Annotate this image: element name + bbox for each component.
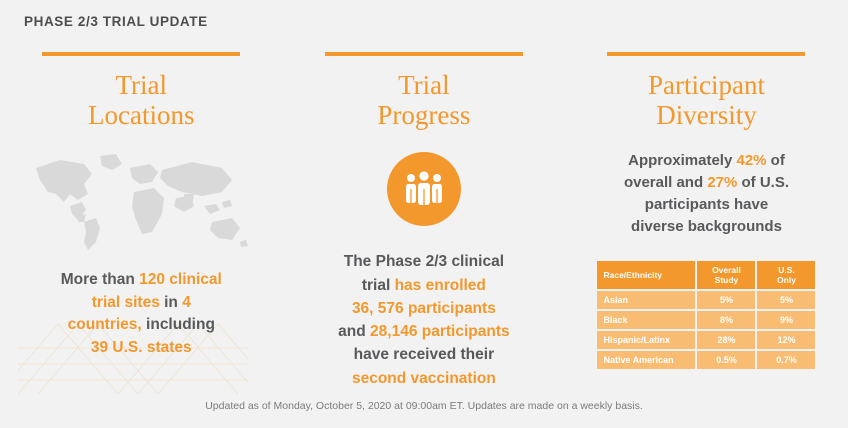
accent-rule bbox=[42, 52, 240, 56]
table-cell-race: Black bbox=[597, 311, 695, 329]
locations-text-b: 120 clinical bbox=[139, 271, 222, 289]
table-cell-us: 9% bbox=[757, 311, 815, 329]
table-header-us-line1: U.S. bbox=[778, 265, 795, 276]
diversity-text-h: diverse backgrounds bbox=[631, 217, 782, 235]
table-row bbox=[597, 331, 815, 349]
progress-text-c: has enrolled bbox=[394, 276, 486, 294]
columns-container bbox=[0, 52, 848, 390]
world-map-svg bbox=[26, 150, 256, 255]
progress-text-d: 36, 576 participants bbox=[351, 299, 496, 317]
table-cell-race: Asian bbox=[597, 291, 695, 309]
progress-text-h: second vaccination bbox=[351, 369, 496, 387]
progress-text-f: 28,146 participants bbox=[370, 323, 510, 341]
table-header-us-line2: Only bbox=[777, 275, 796, 286]
diversity-text-c: of bbox=[766, 152, 785, 170]
column-title-progress bbox=[377, 70, 470, 130]
diversity-text-f: of U.S. bbox=[737, 174, 790, 192]
table-row bbox=[597, 351, 815, 369]
table-cell-overall: 8% bbox=[697, 311, 755, 329]
column-title-progress-line1: Trial bbox=[398, 70, 450, 100]
column-participant-diversity bbox=[565, 52, 848, 390]
table-header-row bbox=[597, 261, 815, 289]
participants-group-icon bbox=[387, 152, 461, 226]
diversity-table bbox=[595, 259, 817, 371]
column-title-progress-line2: Progress bbox=[377, 100, 471, 131]
column-title-diversity-line1: Participant bbox=[648, 70, 765, 100]
column-title-locations-line1: Trial bbox=[115, 70, 168, 100]
locations-text-g: including bbox=[141, 316, 215, 334]
diversity-text-a: Approximately bbox=[628, 152, 737, 170]
world-map-icon bbox=[26, 150, 256, 255]
column-title-locations bbox=[88, 70, 194, 130]
progress-text-b: trial bbox=[361, 276, 395, 294]
table-header-overall bbox=[697, 261, 755, 289]
locations-description bbox=[61, 269, 222, 359]
table-header-overall-line2: Study bbox=[714, 275, 739, 286]
participants-group-svg bbox=[401, 169, 447, 209]
locations-text-c: trial sites bbox=[91, 293, 160, 311]
table-row bbox=[597, 291, 815, 309]
column-trial-locations bbox=[0, 52, 283, 390]
progress-text-a: The Phase 2/3 clinical bbox=[343, 253, 504, 271]
diversity-text-d: overall and bbox=[623, 174, 708, 192]
progress-text-e: and bbox=[338, 323, 371, 341]
table-cell-race: Native American bbox=[597, 351, 695, 369]
locations-text-a: More than bbox=[60, 271, 140, 289]
column-title-diversity bbox=[648, 70, 765, 130]
locations-text-f: countries, bbox=[67, 316, 142, 334]
table-header-overall-line1: Overall bbox=[712, 265, 741, 276]
table-cell-overall: 5% bbox=[697, 291, 755, 309]
table-header-race: Race/Ethnicity bbox=[597, 261, 695, 289]
progress-text-g: have received their bbox=[353, 346, 495, 364]
locations-text-d: in bbox=[159, 293, 183, 311]
table-row bbox=[597, 311, 815, 329]
table-cell-us: 5% bbox=[757, 291, 815, 309]
diversity-text-e: 27% bbox=[707, 174, 738, 192]
locations-text-e: 4 bbox=[182, 293, 191, 311]
table-cell-us: 12% bbox=[757, 331, 815, 349]
accent-rule bbox=[607, 52, 805, 56]
page-title: PHASE 2/3 TRIAL UPDATE bbox=[24, 14, 208, 29]
diversity-text-g: participants have bbox=[644, 195, 769, 213]
table-cell-overall: 28% bbox=[697, 331, 755, 349]
column-trial-progress bbox=[283, 52, 566, 390]
table-cell-us: 0.7% bbox=[757, 351, 815, 369]
column-title-diversity-line2: Diversity bbox=[656, 100, 757, 131]
accent-rule bbox=[325, 52, 523, 56]
column-title-locations-line2: Locations bbox=[88, 100, 195, 131]
table-cell-overall: 0.5% bbox=[697, 351, 755, 369]
diversity-description bbox=[624, 150, 789, 237]
locations-text-h: 39 U.S. states bbox=[90, 338, 192, 356]
diversity-text-b: 42% bbox=[736, 152, 767, 170]
progress-description bbox=[338, 250, 509, 390]
table-cell-race: Hispanic/Latinx bbox=[597, 331, 695, 349]
footer-note: Updated as of Monday, October 5, 2020 at 09:00am ET. Updates are made on a weekly basis. bbox=[205, 400, 643, 412]
table-header-us bbox=[757, 261, 815, 289]
